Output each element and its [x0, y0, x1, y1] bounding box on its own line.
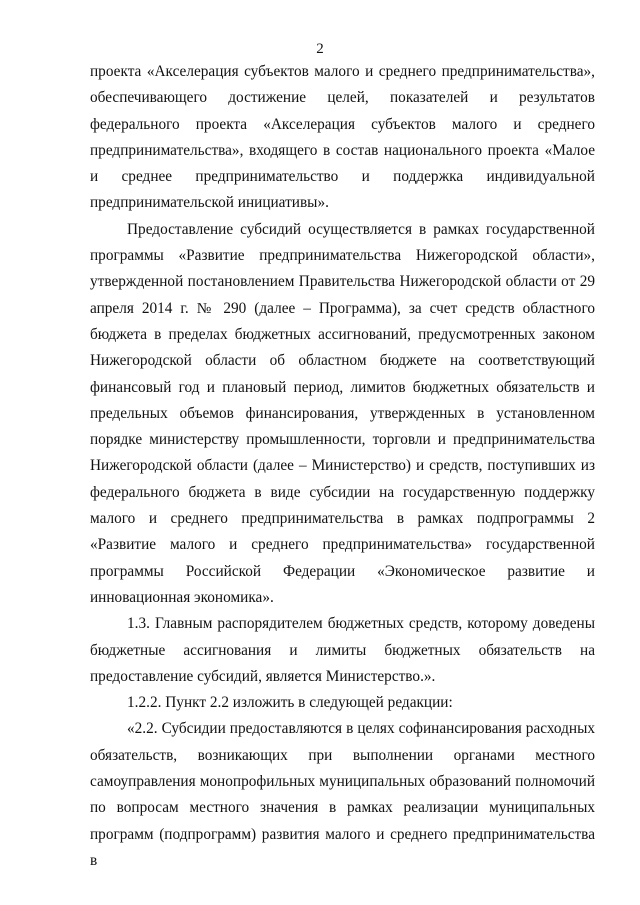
- paragraph-clause-1-2-2: 1.2.2. Пункт 2.2 изложить в следующей редакции:: [127, 694, 453, 712]
- document-body: [90, 59, 595, 874]
- paragraph-clause-2-2: «2.2. Субсидии предоставляются в целях софинансирования расходных обязательств, возникающих при выполнении органами местного самоуправления монопрофильных муниципальных образований полномочий по вопросам местного значения в рамках реализации муниципальных программ (подпрограмм) развития малого и среднего предпринимательства в: [90, 720, 595, 869]
- paragraph-continuation: проекта «Акселерация субъектов малого и среднего предпринимательства», обеспечивающего достижение целей, показателей и результатов федерального проекта «Акселерация субъектов малого и среднего предпринимательства», входящего в состав национального проекта «Малое и среднее предпринимательство и поддержка индивидуальной предпринимательской инициативы».: [90, 63, 595, 212]
- paragraph-subsidy-provision: Предоставление субсидий осуществляется в рамках государственной программы «Развитие предпринимательства Нижегородской области», утвержденной постановлением Правительства Нижегородской области от 29 апреля 2014 г. № 290 (далее – Программа), за счет средств областного бюджета в пределах бюджетных ассигнований, предусмотренных законом Нижегородской области об областном бюджете на соответствующий финансовый год и плановый период, лимитов бюджетных обязательств и предельных объемов финансирования, утвержденных в установленном порядке министерству промышленности, торговли и предпринимательства Нижегородской области (далее – Министерство) и средств, поступивших из федерального бюджета в виде субсидии на государственную поддержку малого и среднего предпринимательства в рамках подпрограммы 2 «Развитие малого и среднего предпринимательства» государственной программы Российской Федерации «Экономическое развитие и инновационная экономика».: [90, 220, 595, 606]
- page-number: 2: [316, 41, 324, 57]
- paragraph-clause-1-3: 1.3. Главным распорядителем бюджетных средств, которому доведены бюджетные ассигнования и лимиты бюджетных обязательств на предоставление субсидий, является Министерство.».: [90, 615, 595, 685]
